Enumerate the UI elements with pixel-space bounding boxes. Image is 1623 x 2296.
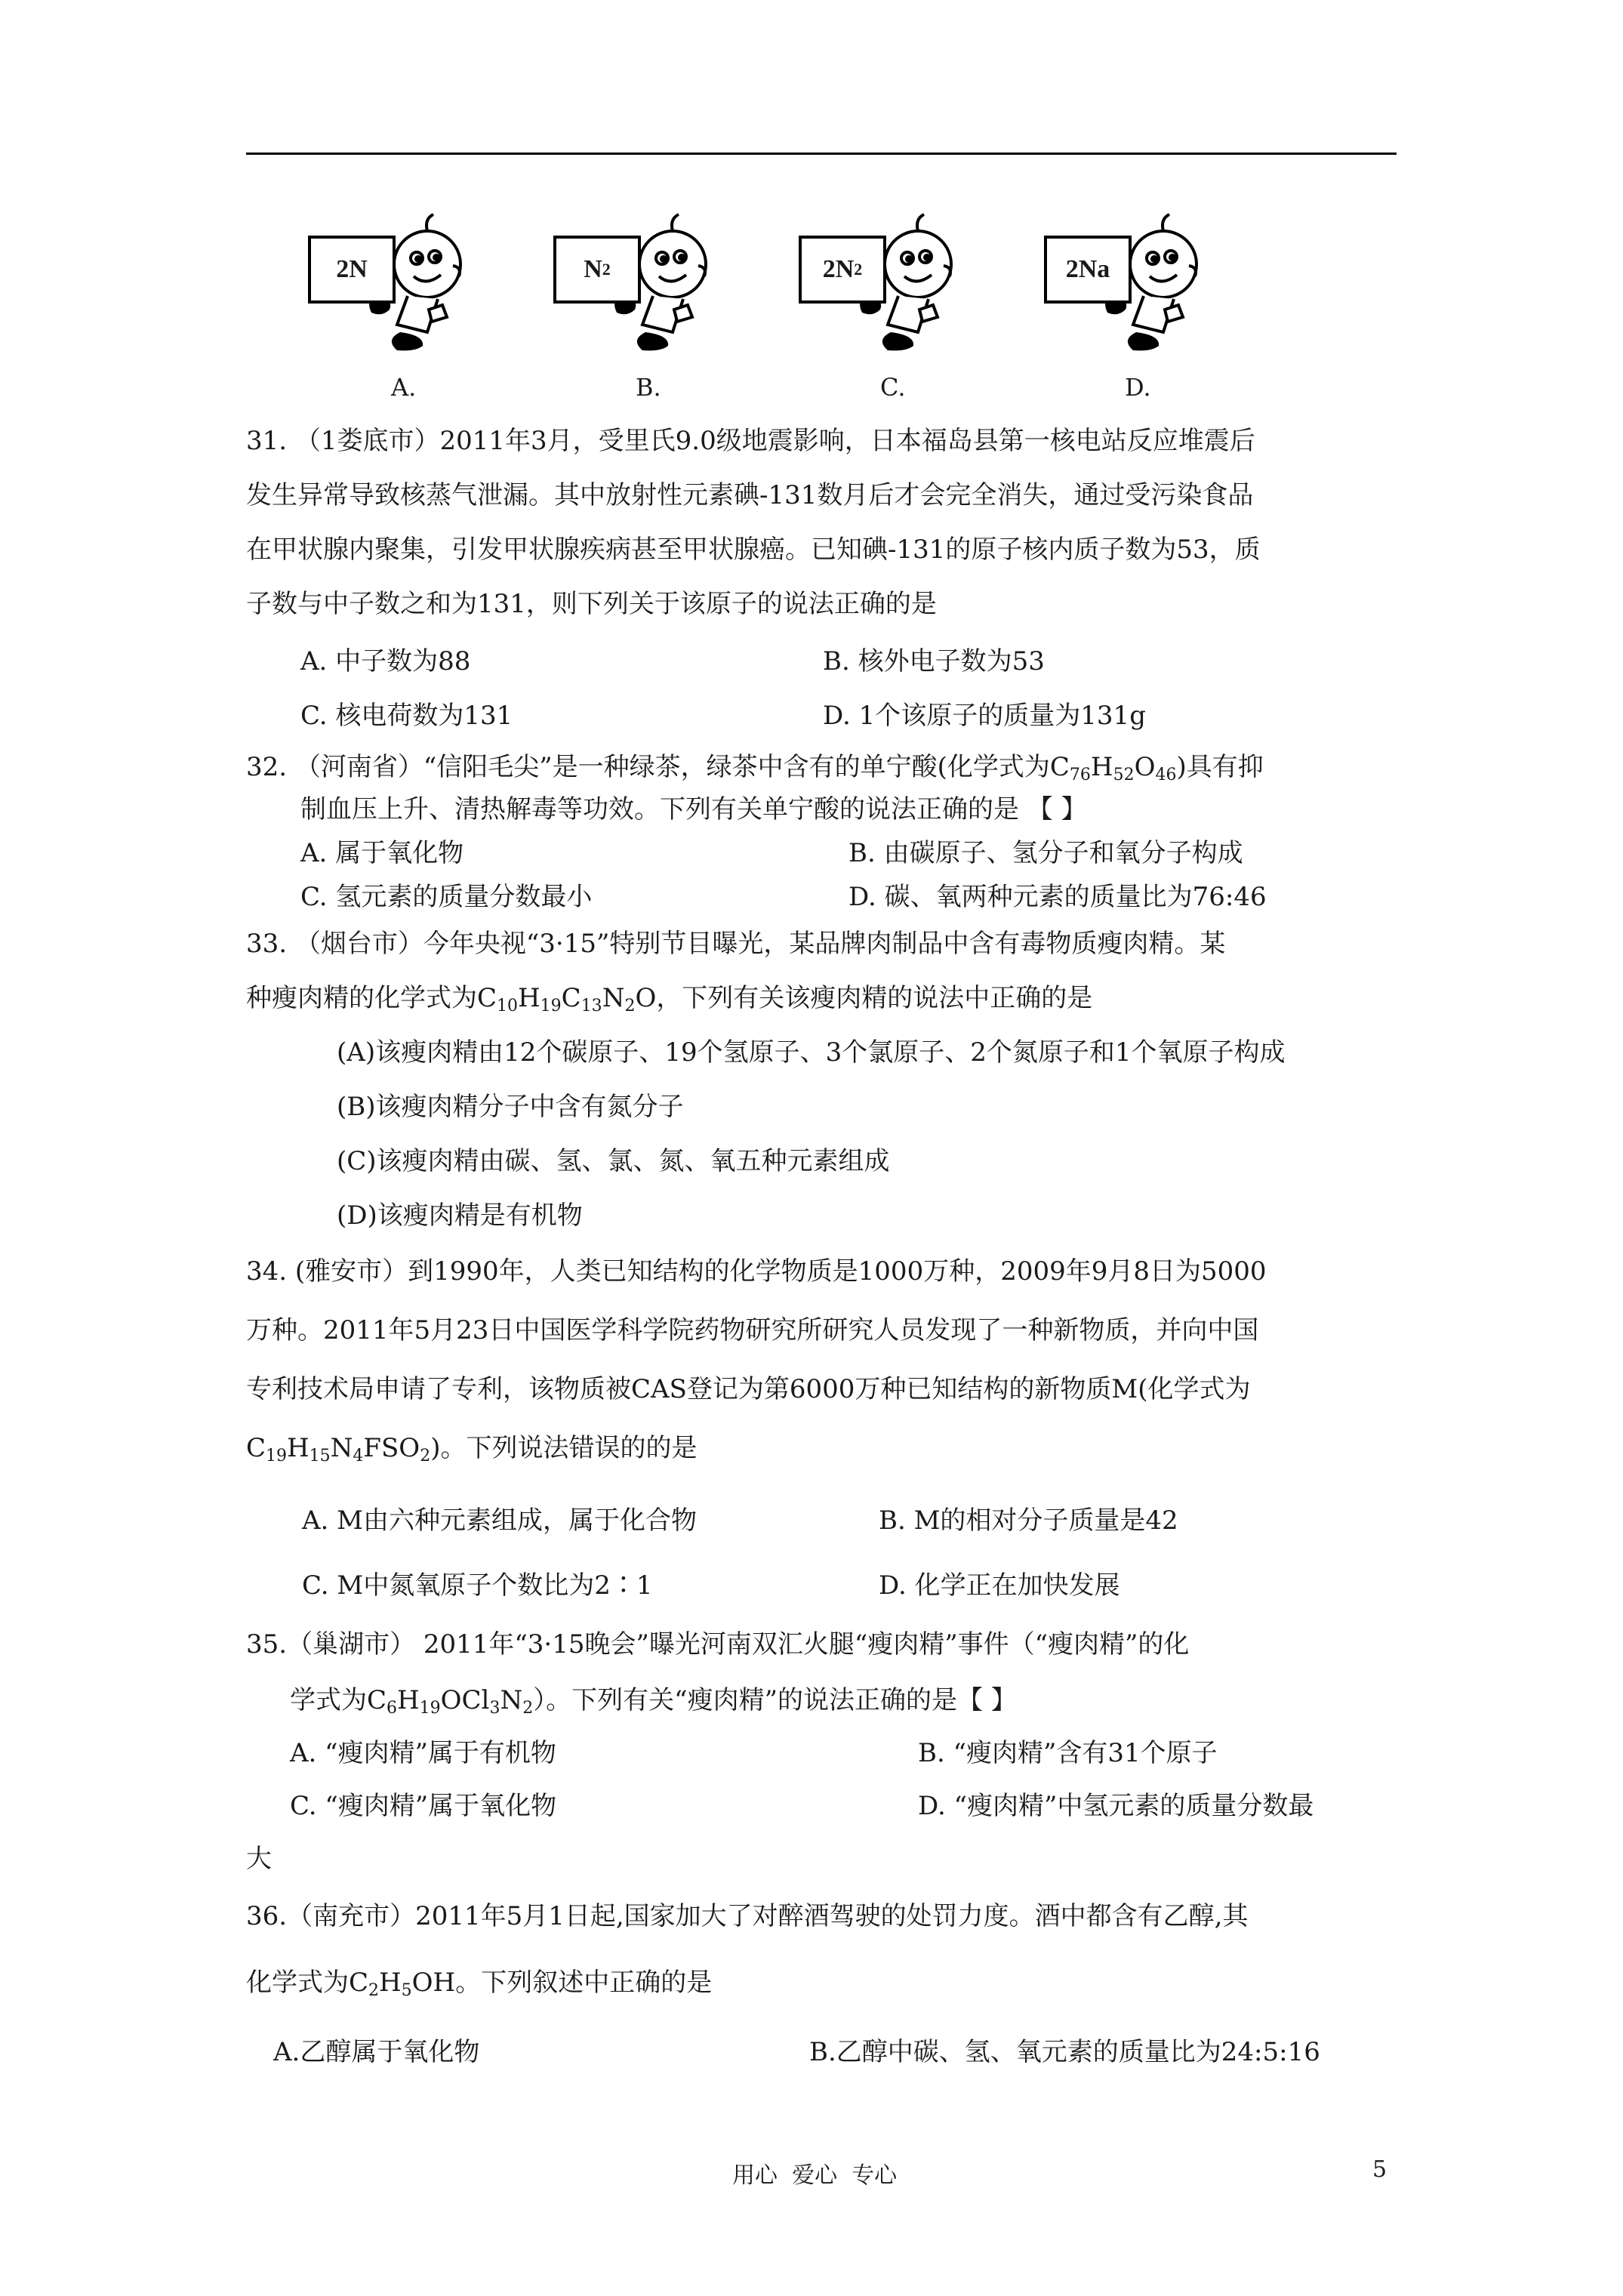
q34-option-a: A. M由六种元素组成，属于化合物 — [302, 1505, 697, 1536]
formula-card — [1044, 236, 1132, 304]
q32-option-a: A. 属于氧化物 — [300, 838, 464, 868]
q35-line-2 — [290, 1685, 1017, 1724]
q34-text: )。下列说法错误的的是 — [430, 1433, 698, 1463]
q33-text: ，下列有关该瘦肉精的说法中正确的是 — [656, 983, 1093, 1013]
figure-option-label: C. — [880, 373, 906, 402]
q31-line: 在甲状腺内聚集，引发甲状腺疾病甚至甲状腺癌。已知碘-131的原子核内质子数为53，质 — [246, 535, 1261, 565]
formula-text: H — [287, 1433, 310, 1463]
figure-row — [0, 211, 1623, 402]
formula-text: H — [518, 983, 540, 1013]
formula-text: N — [330, 1433, 353, 1463]
q33-line-1: 33. （烟台市）今年央视“3·15”特别节目曝光，某品牌肉制品中含有毒物质瘦肉精。某 — [246, 929, 1226, 959]
subscript: 6 — [387, 1699, 398, 1718]
q34-line-2: 万种。2011年5月23日中国医学科学院药物研究所研究人员发现了一种新物质，并向中国 — [246, 1315, 1259, 1345]
figure-item-a — [249, 211, 476, 362]
subscript: 15 — [309, 1447, 331, 1465]
formula-card — [308, 236, 396, 304]
formula-card — [553, 236, 641, 304]
q35-option-a: A. “瘦肉精”属于有机物 — [290, 1738, 556, 1768]
formula-text: H — [397, 1685, 420, 1715]
subscript: 5 — [401, 1981, 412, 2000]
formula-main: 2N — [822, 255, 855, 283]
q34-option-d: D. 化学正在加快发展 — [879, 1570, 1120, 1601]
subscript: 4 — [353, 1447, 364, 1465]
q33-line-2 — [246, 983, 1092, 1022]
q36-option-b: B.乙醇中碳、氢、氧元素的质量比为24:5:16 — [809, 2037, 1320, 2067]
footer-motto: 用心 爱心 专心 — [732, 2162, 898, 2189]
q35-option-d: D. “瘦肉精”中氢元素的质量分数最 — [918, 1791, 1314, 1821]
formula-text: O — [635, 983, 657, 1013]
formula-subscript: 2 — [854, 260, 863, 279]
figure-option-label: D. — [1125, 373, 1151, 402]
q33-option-c: (C)该瘦肉精由碳、氢、氯、氮、氧五种元素组成 — [337, 1146, 890, 1176]
formula-text: N — [602, 983, 625, 1013]
subscript: 2 — [420, 1447, 431, 1465]
q32-option-c: C. 氢元素的质量分数最小 — [300, 882, 593, 912]
subscript: 19 — [540, 997, 562, 1015]
subscript: 19 — [266, 1447, 288, 1465]
page-number: 5 — [1372, 2156, 1387, 2183]
formula-text: H — [379, 1968, 402, 1998]
q36-line-2 — [246, 1968, 712, 2006]
subscript: 52 — [1113, 766, 1135, 784]
q35-text: ）。下列有关“瘦肉精”的说法正确的是【 】 — [533, 1685, 1017, 1715]
q33-option-a: (A)该瘦肉精由12个碳原子、19个氢原子、3个氯原子、2个氮原子和1个氧原子构成 — [337, 1037, 1286, 1068]
q32-text: )具有抑 — [1176, 752, 1264, 782]
formula-text: C — [246, 1433, 266, 1463]
q34-option-b: B. M的相对分子质量是42 — [879, 1505, 1178, 1536]
formula-subscript: 2 — [602, 260, 611, 279]
formula-text: O — [1134, 752, 1156, 782]
subscript: 2 — [624, 997, 636, 1015]
q34-line-1: 34. (雅安市）到1990年，人类已知结构的化学物质是1000万种，2009年9月8日为5000 — [246, 1256, 1267, 1287]
q34-line-4 — [246, 1433, 697, 1472]
formula-text: OCl — [440, 1685, 490, 1715]
formula-text: N — [500, 1685, 523, 1715]
subscript: 76 — [1069, 766, 1091, 784]
q31-option-c: C. 核电荷数为131 — [300, 701, 513, 731]
figure-option-label: A. — [391, 373, 417, 402]
q35-text: 学式为C — [290, 1685, 387, 1715]
q32-option-b: B. 由碳原子、氢分子和氧分子构成 — [848, 838, 1243, 868]
q32-option-d: D. 碳、氧两种元素的质量比为76:46 — [848, 882, 1267, 912]
q35-line-1: 35.（巢湖市） 2011年“3·15晚会”曝光河南双汇火腿“瘦肉精”事件（“瘦肉精”的化 — [246, 1629, 1190, 1660]
figure-item-d — [985, 211, 1212, 362]
formula-text: C — [561, 983, 581, 1013]
q34-line-3: 专利技术局申请了专利，该物质被CAS登记为第6000万种已知结构的新物质M(化学式为 — [246, 1374, 1251, 1404]
q36-line-1: 36.（南充市）2011年5月1日起,国家加大了对醉酒驾驶的处罚力度。酒中都含有乙醇,其 — [246, 1901, 1249, 1931]
formula-text: OH — [411, 1968, 456, 1998]
formula-main: 2Na — [1065, 255, 1110, 283]
q31-option-a: A. 中子数为88 — [300, 646, 471, 676]
q36-text: 。下列叙述中正确的是 — [455, 1968, 713, 1998]
formula-text: FSO — [363, 1433, 420, 1463]
q33-option-b: (B)该瘦肉精分子中含有氮分子 — [337, 1092, 684, 1122]
q32-text: 32. （河南省）“信阳毛尖”是一种绿茶，绿茶中含有的单宁酸(化学式为C — [246, 752, 1070, 782]
q33-text: 种瘦肉精的化学式为C — [246, 983, 497, 1013]
q35-option-d-continued: 大 — [246, 1844, 272, 1874]
q31-option-b: B. 核外电子数为53 — [823, 646, 1045, 676]
q31-line: 31. （1娄底市）2011年3月，受里氏9.0级地震影响，日本福岛县第一核电站反应堆震后 — [246, 426, 1255, 456]
q34-option-c: C. M中氮氧原子个数比为2∶1 — [302, 1570, 653, 1601]
subscript: 13 — [581, 997, 602, 1015]
subscript: 19 — [419, 1699, 441, 1718]
header-rule — [246, 153, 1397, 155]
q36-text: 化学式为C — [246, 1968, 369, 1998]
figure-item-b — [494, 211, 721, 362]
subscript: 2 — [522, 1699, 534, 1718]
subscript: 2 — [368, 1981, 380, 2000]
figure-option-label: B. — [636, 373, 661, 402]
q32-line-2: 制血压上升、清热解毒等功效。下列有关单宁酸的说法正确的是 【 】 — [300, 794, 1087, 824]
formula-main: 2N — [336, 255, 368, 283]
q35-option-c: C. “瘦肉精”属于氧化物 — [290, 1791, 557, 1821]
q31-option-d: D. 1个该原子的质量为131g — [823, 701, 1146, 731]
formula-text: H — [1090, 752, 1113, 782]
subscript: 3 — [489, 1699, 500, 1718]
figure-item-c — [740, 211, 966, 362]
q33-option-d: (D)该瘦肉精是有机物 — [337, 1200, 583, 1231]
q31-line: 子数与中子数之和为131，则下列关于该原子的说法正确的是 — [246, 589, 937, 619]
formula-card — [799, 236, 886, 304]
formula-main: N — [584, 255, 602, 283]
subscript: 10 — [497, 997, 519, 1015]
subscript: 46 — [1155, 766, 1177, 784]
q35-option-b: B. “瘦肉精”含有31个原子 — [918, 1738, 1218, 1768]
q36-option-a: A.乙醇属于氧化物 — [273, 2037, 480, 2067]
q32-line-1 — [246, 752, 1264, 791]
q31-line: 发生异常导致核蒸气泄漏。其中放射性元素碘-131数月后才会完全消失，通过受污染食品 — [246, 480, 1254, 510]
